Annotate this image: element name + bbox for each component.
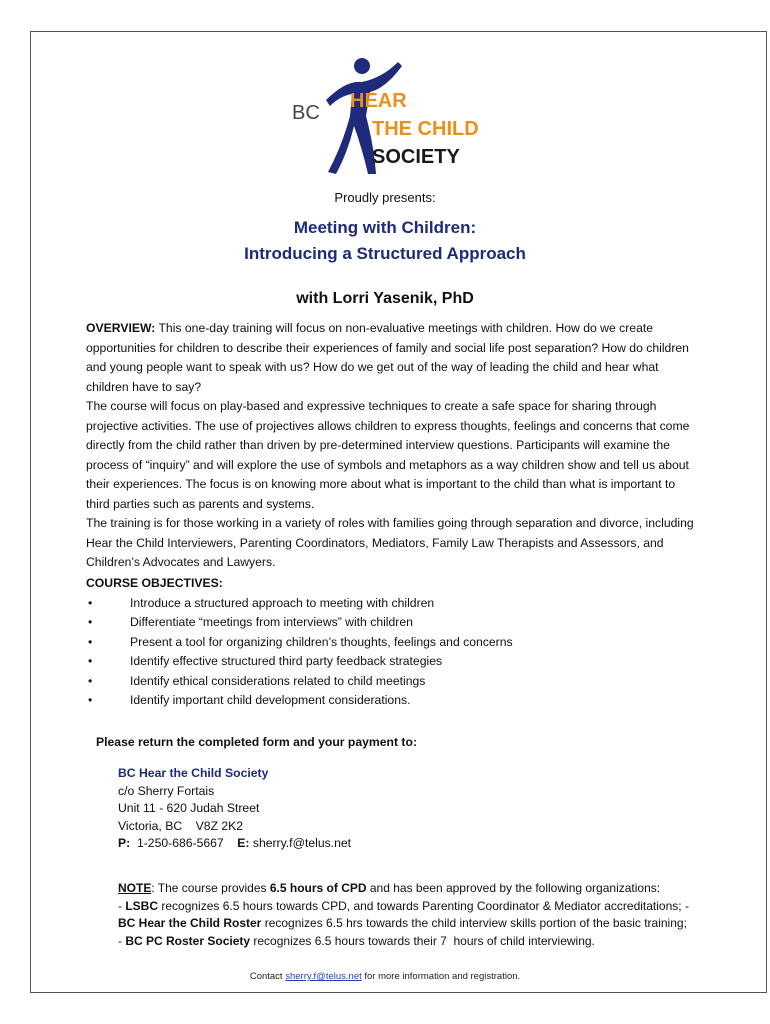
overview-paragraph-2: The course will focus on play-based and expressive techniques to create a safe space for sharing through projective activities. The use of projectives allows children to express thoughts, feelings and concerns that come directly from the child rather than driven by pre-determined interview questions. Participants will examine the process of “inquiry” and will explore the use of symbols and metaphors as a way children show and tell us about their experiences. The focus is on knowing more about what is important to the child than what is important to third parties such as parents and systems. [86,399,690,511]
address-org: BC Hear the Child Society [118,766,269,780]
note-label: NOTE [118,881,152,895]
presenter: with Lorri Yasenik, PhD [296,290,474,307]
title-line-1: Meeting with Children: [293,218,477,237]
list-item: • Differentiate “meetings from interviews” with children [88,615,413,629]
list-item: • Identify ethical considerations related to child meetings [88,673,426,688]
objectives-heading: COURSE OBJECTIVES: [86,576,223,590]
accreditation-note [118,880,723,950]
address-line-3: Victoria, BC V8Z 2K2 [118,818,244,833]
list-item: • Identify important child development considerations. [88,693,411,707]
overview-paragraph-1: OVERVIEW: This one-day training will focus on non-evaluative meetings with children. How do we create opportunities for children to describe their experiences of family and social life post separation? How do children and young people want to speak with us? How do we get out of the way of leading the child and hear what children have to say? [86,321,689,394]
note-line-3: BC Hear the Child Roster recognizes 6.5 hrs towards the child interview skills portion of the basic training; [118,916,687,931]
list-item: • Identify effective structured third party feedback strategies [88,654,443,668]
return-heading: Please return the completed form and your payment to: [96,735,417,749]
overview-section [86,319,698,573]
list-item: • Present a tool for organizing children’s thoughts, feelings and concerns [88,634,513,649]
footer-contact: Contact sherry.f@telus.net for more information and registration. [249,971,521,982]
note-line-2: - LSBC recognizes 6.5 hours towards CPD, and towards Parenting Coordinator & Mediator accreditations; - [118,898,689,913]
title-line-2: Introducing a Structured Approach [244,244,526,263]
overview-label: OVERVIEW: [86,321,156,335]
phone-number: 1-250-686-5667 [136,836,224,851]
logo-hear: HEAR [350,90,407,112]
address-line-1: c/o Sherry Fortais [118,783,215,798]
email-address: sherry.f@telus.net [252,836,352,851]
contact-line: P: 1-250-686-5667 E: sherry.f@telus.net [118,836,352,851]
contact-email-link[interactable]: sherry.f@telus.net [285,971,362,982]
society-logo [286,56,486,178]
note-line-4: - BC PC Roster Society recognizes 6.5 hours towards their 7 hours of child interviewing. [118,933,595,948]
note-line-1: NOTE: The course provides 6.5 hours of CPD and has been approved by the following organizations: [118,881,661,895]
list-item: • Introduce a structured approach to meeting with children [88,595,435,610]
logo-the-child: THE CHILD [372,118,479,140]
objectives-list [86,594,698,711]
logo-bc: BC [292,102,320,124]
logo-society: SOCIETY [372,146,460,168]
objectives-section [86,574,698,711]
mailing-address [118,765,351,853]
overview-paragraph-3: The training is for those working in a variety of roles with families going through separation and divorce, including Hear the Child Interviewers, Parenting Coordinators, Mediators, Family Law Therapists and Assessors, and Children’s Advocates and Lawyers. [86,516,694,569]
presents-text: Proudly presents: [334,190,436,205]
address-line-2: Unit 11 - 620 Judah Street [118,801,260,816]
